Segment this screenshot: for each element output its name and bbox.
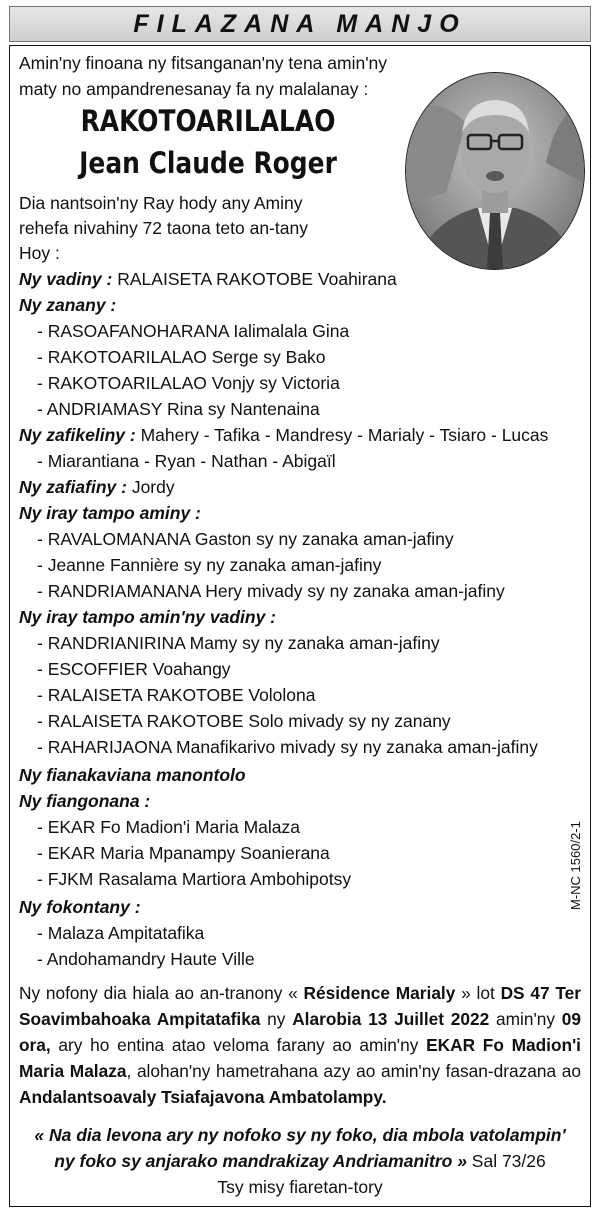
whole-family-label: Ny fianakaviana manontolo: [19, 765, 246, 785]
funeral-text: Ny nofony dia hiala ao an-tranony «: [19, 983, 304, 1003]
footer-note: Tsy misy fiaretan-tory: [217, 1177, 383, 1197]
list-item: - RANDRIAMANANA Hery mivady sy ny zanaka aman-jafiny: [37, 581, 505, 601]
list-item: - RASOAFANOHARANA Ialimalala Gina: [37, 321, 350, 341]
list-item: - RAHARIJAONA Manafikarivo mivady sy ny zanaka aman-jafiny: [37, 737, 538, 757]
funeral-time: 09 ora,: [19, 1009, 581, 1055]
funeral-text: » lot: [455, 983, 501, 1003]
list-item: - EKAR Maria Mpanampy Soanierana: [37, 843, 330, 863]
address: DS 47 Ter Soavimbahoaka Ampitatafika: [19, 983, 581, 1029]
quote-line-2: ny foko sy anjarako mandrakizay Andriamanitro »: [54, 1151, 467, 1171]
portrait-photo: [405, 72, 585, 270]
fokontany-label: Ny fokontany :: [19, 897, 141, 917]
spouse-siblings-label: Ny iray tampo amin'ny vadiny :: [19, 607, 277, 627]
grandchildren-label: Ny zafikeliny :: [19, 425, 136, 445]
spouse-label: Ny vadiny :: [19, 269, 113, 289]
list-item: - RALAISETA RAKOTOBE Solo mivady sy ny zanany: [37, 711, 451, 731]
funeral-text: ary ho entina atao veloma farany ao amin'ny: [50, 1035, 427, 1055]
list-item: - ESCOFFIER Voahangy: [37, 659, 231, 679]
list-item: - EKAR Fo Madion'i Maria Malaza: [37, 817, 301, 837]
quote: [19, 1122, 581, 1200]
church-name: EKAR Fo Madion'i Maria Malaza: [19, 1035, 581, 1081]
burial-place: Andalantsoavaly Tsiafajavona Ambatolampy.: [19, 1087, 387, 1107]
list-item: - Jeanne Fannière sy ny zanaka aman-jafiny: [37, 555, 382, 575]
funeral-text: , alohan'ny hametrahana azy ao amin'ny fasan-drazana ao: [126, 1061, 581, 1081]
funeral-date: Alarobia 13 Juillet 2022: [292, 1009, 490, 1029]
great-grandchildren-value: Jordy: [126, 477, 175, 497]
children-label: Ny zanany :: [19, 295, 117, 315]
death-line-1: Dia nantsoin'ny Ray hody any Aminy: [19, 193, 303, 213]
great-grandchildren-label: Ny zafiafiny :: [19, 477, 127, 497]
list-item: - Malaza Ampitatafika: [37, 923, 205, 943]
intro-line-1: Amin'ny finoana ny fitsanganan'ny tena amin'ny: [19, 53, 388, 73]
death-line-2: rehefa nivahiny 72 taona teto an-tany: [19, 218, 308, 238]
page-title: FILAZANA MANJO: [133, 9, 467, 38]
list-item: - RAVALOMANANA Gaston sy ny zanaka aman-jafiny: [37, 529, 454, 549]
intro-line-2: maty no ampandrenesanay fa ny malalanay :: [19, 79, 369, 99]
churches-label: Ny fiangonana :: [19, 791, 151, 811]
list-item: - RANDRIANIRINA Mamy sy ny zanaka aman-jafiny: [37, 633, 440, 653]
list-item: - RALAISETA RAKOTOBE Vololona: [37, 685, 316, 705]
list-item: - RAKOTOARILALAO Serge sy Bako: [37, 347, 326, 367]
quote-line-1: « Na dia levona ary ny nofoko sy ny foko, dia mbola vatolampin': [34, 1125, 566, 1145]
reference-code: M-NC 1560/2-1: [568, 821, 583, 910]
list-item: - Andohamandry Haute Ville: [37, 949, 255, 969]
deceased-given-names: Jean Claude Roger: [79, 146, 337, 180]
list-item: - RAKOTOARILALAO Vonjy sy Victoria: [37, 373, 340, 393]
residence-name: Résidence Marialy: [303, 983, 456, 1003]
funeral-text: amin'ny: [489, 1009, 562, 1029]
quote-reference: Sal 73/26: [466, 1151, 546, 1171]
spouse-value: RALAISETA RAKOTOBE Voahirana: [112, 269, 397, 289]
siblings-label: Ny iray tampo aminy :: [19, 503, 201, 523]
list-item: - FJKM Rasalama Martiora Ambohipotsy: [37, 869, 352, 889]
funeral-paragraph: [19, 980, 581, 1110]
great-grandchildren-line: [19, 474, 175, 500]
spouse-line: [19, 266, 397, 292]
grandchildren-line-2: - Miarantiana - Ryan - Nathan - Abigaïl: [37, 451, 336, 471]
grandchildren-value: Mahery - Tafika - Mandresy - Marialy - Tsiaro - Lucas: [135, 425, 549, 445]
death-line-3: Hoy :: [19, 243, 60, 263]
list-item: - ANDRIAMASY Rina sy Nantenaina: [37, 399, 320, 419]
header-banner: [9, 6, 591, 42]
deceased-surname: RAKOTOARILALAO: [80, 104, 336, 138]
grandchildren-line: [19, 422, 548, 448]
funeral-text: ny: [260, 1009, 293, 1029]
